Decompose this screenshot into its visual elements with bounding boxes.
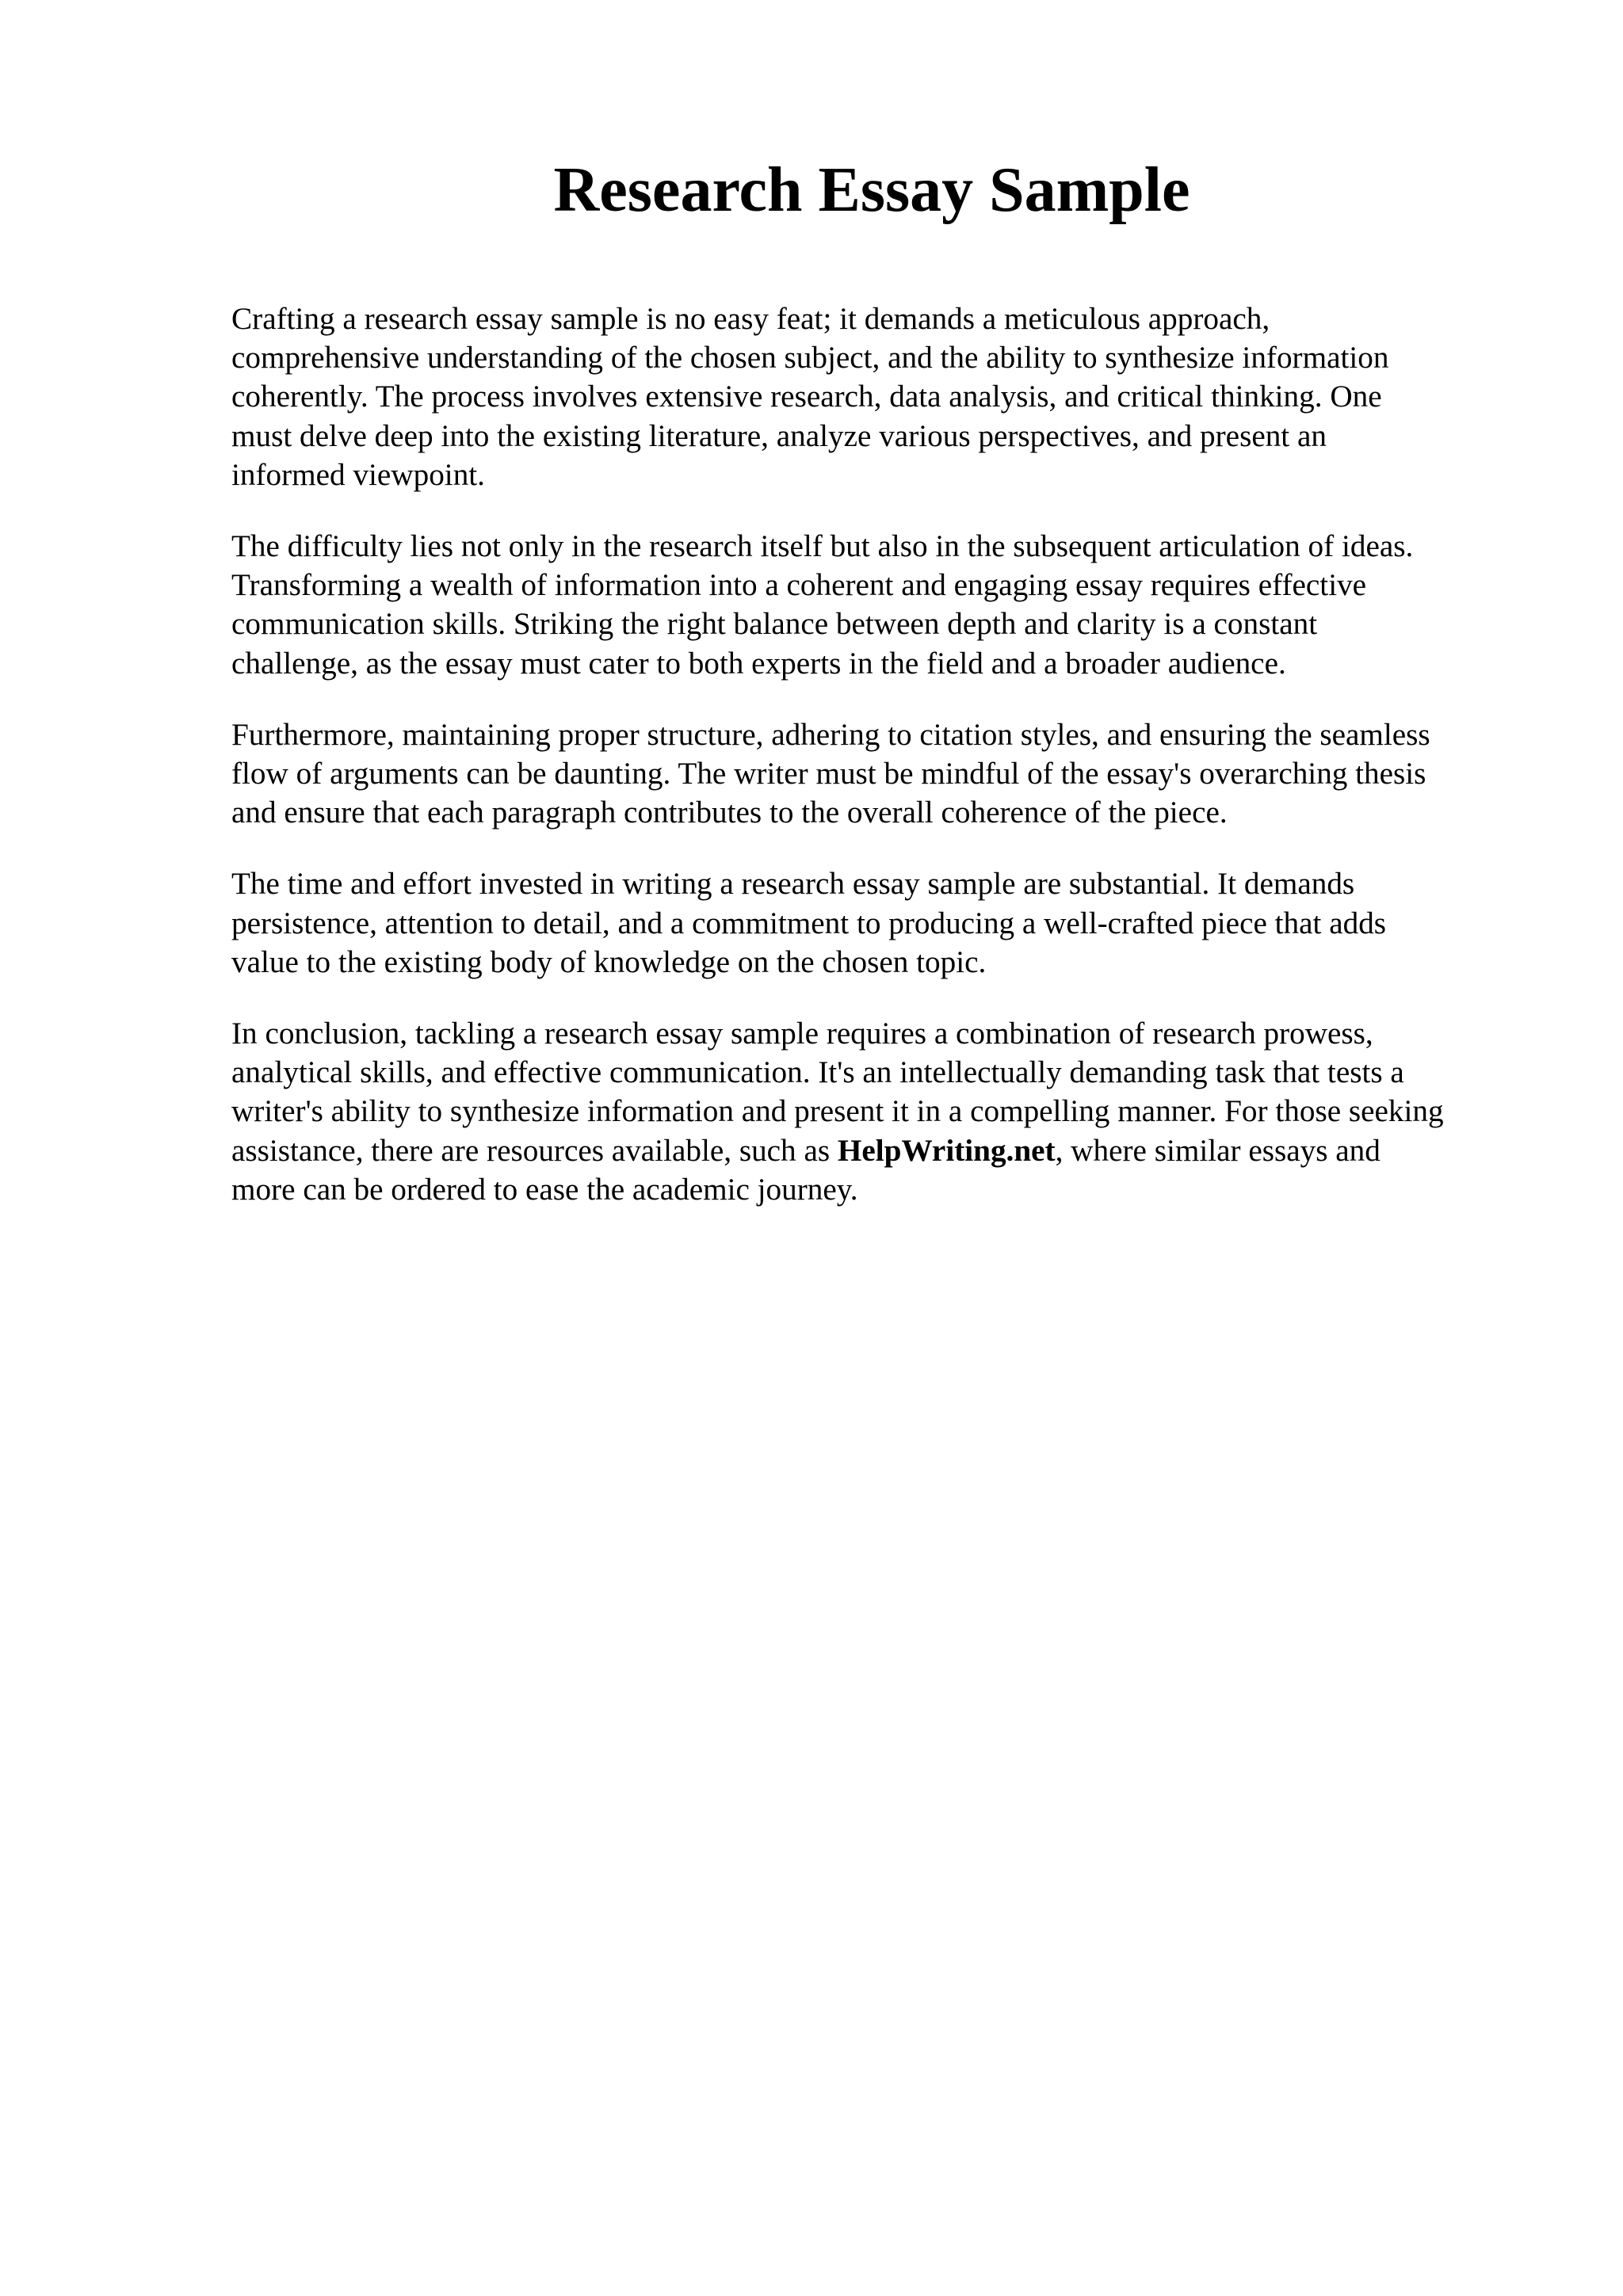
helpwriting-link[interactable]: HelpWriting.net xyxy=(837,1133,1056,1168)
text-line: Crafting a research essay sample is no easy feat; it demands a meticulous approach, xyxy=(231,302,1270,336)
text-line: writer's ability to synthesize information and present it in a compelling manner. For those seeking xyxy=(231,1094,1444,1129)
text-fragment: , where similar essays and xyxy=(1055,1133,1381,1168)
text-line: In conclusion, tackling a research essay sample requires a combination of research prowess, xyxy=(231,1016,1373,1051)
text-fragment: assistance, there are resources available, such as xyxy=(231,1133,838,1168)
text-line: informed viewpoint. xyxy=(231,457,485,492)
essay-body xyxy=(231,299,1531,1241)
text-line: value to the existing body of knowledge on the chosen topic. xyxy=(231,944,987,979)
paragraph-2 xyxy=(231,527,1531,683)
text-line: communication skills. Striking the right balance between depth and clarity is a constant xyxy=(231,607,1318,642)
text-line: and ensure that each paragraph contributes to the overall coherence of the piece. xyxy=(231,795,1228,830)
text-line: comprehensive understanding of the chosen subject, and the ability to synthesize information xyxy=(231,341,1389,376)
paragraph-5 xyxy=(231,1014,1531,1209)
text-line: analytical skills, and effective communication. It's an intellectually demanding task that tests a xyxy=(231,1055,1404,1090)
page-title: Research Essay Sample xyxy=(553,155,1190,225)
text-line: coherently. The process involves extensive research, data analysis, and critical thinking. One xyxy=(231,379,1382,414)
text-line: challenge, as the essay must cater to both experts in the field and a broader audience. xyxy=(231,646,1286,681)
text-line: more can be ordered to ease the academic journey. xyxy=(231,1172,858,1207)
text-line-with-link xyxy=(231,1131,1531,1170)
text-line: persistence, attention to detail, and a commitment to producing a well-crafted piece that adds xyxy=(231,906,1387,940)
text-line: Furthermore, maintaining proper structure, adhering to citation styles, and ensuring the seamless xyxy=(231,717,1430,752)
text-line: Transforming a wealth of information into a coherent and engaging essay requires effective xyxy=(231,568,1367,603)
text-line: The difficulty lies not only in the research itself but also in the subsequent articulation of ideas. xyxy=(231,529,1414,564)
paragraph-3 xyxy=(231,715,1531,833)
text-line: must delve deep into the existing literature, analyze various perspectives, and present an xyxy=(231,418,1327,453)
text-line: flow of arguments can be daunting. The writer must be mindful of the essay's overarching thesis xyxy=(231,757,1426,791)
paragraph-1 xyxy=(231,299,1531,494)
paragraph-4 xyxy=(231,864,1531,982)
text-line: The time and effort invested in writing a research essay sample are substantial. It demands xyxy=(231,867,1355,902)
